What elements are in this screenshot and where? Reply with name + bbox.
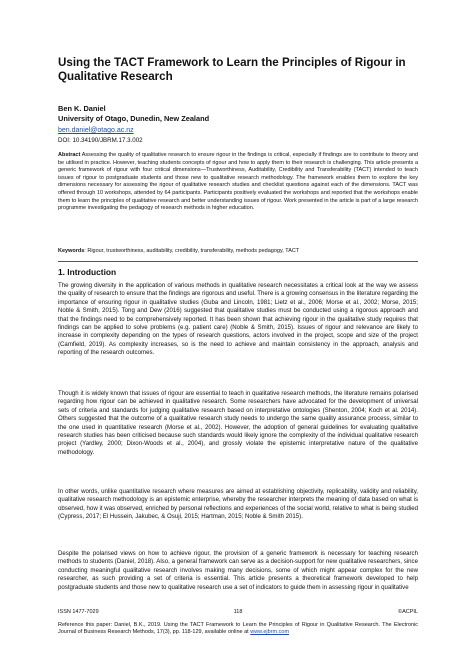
body-paragraph: Though it is widely known that issues of rigour are essential to teach in qualitative research methods, the literature remains polarised regarding how rigour can be achieved in qualitative research. Some researchers have advocated for the development of universal sets of criteria and standards for judging qualitative research based on interpretative ontologies (Shenton, 2004; Koch et al. 2014). Others suggested that the outcome of a qualitative research study needs to undergo the same quality assurance process, similar to the one used in quantitative research (Morse et al., 2002). However, the adoption of general guidelines for evaluating qualitative research studies has been criticised because such standards would likely ignore the complexity of the individual qualitative research project (Yardley, 2000; Dixon-Woods et al., 2004), and grossly violate the epistemic interpretative nature of the qualitative methodology. [58, 390, 418, 456]
reference-text: Reference this paper: Daniel, B.K., 2019. Using the TACT Framework to Learn the Principles of Rigour in Qualitative Research. The Electronic Journal of Business Research Methods, 17(3), pp. 118-129, available online at [58, 622, 418, 636]
paper-title: Using the TACT Framework to Learn the Principles of Rigour in Qualitative Research [58, 56, 406, 83]
abstract-text: Assessing the quality of qualitative research to ensure rigour in the findings is critical, especially if findings are to contribute to theory and be utilised in practice. However, teaching students concepts of rigour and how to apply them to their research is challenging. This article presents a generic framework of rigour with four critical dimensions—Trustworthiness, Auditability, Credibility and Transferability (TACT) intended to teach issues of rigour to postgraduate students and those new to qualitative research methodology. The framework enables them to explore the key dimensions necessary for assessing the rigour of qualitative research studies and checklist questions against each of the dimensions. TACT was offered through 10 workshops, attended by 64 participants. Participants positively evaluated the workshops and reported that the workshops enable them to learn the principles of qualitative research and better understanding issues of rigour. Work presented in the article is part of a large research programme investigating the pedagogy of research methods in higher education. [58, 152, 418, 212]
author-affiliation: University of Otago, Dunedin, New Zealand [58, 114, 210, 123]
footer-issn: ISSN 1477-7029 [58, 609, 99, 615]
keywords-label: Keywords [58, 248, 85, 254]
keywords-line [58, 248, 418, 256]
footer-page-number: 118 [233, 609, 243, 615]
body-paragraph: Despite the polarised views on how to achieve rigour, the provision of a generic framework is necessary for teaching research methods to students (Daniel, 2018). Also, a general framework can serve as a decision-support for new qualitative researchers, since conducting meaningful qualitative research involves making many decisions, some of which might appear complex for the new researcher, as such providing a set of criteria is essential. This article presents a theoretical framework developed to help postgraduate students and those new to qualitative research use a set of indicators to guide them in assessing rigour in qualitative [58, 550, 418, 591]
abstract-block [58, 152, 418, 213]
body-paragraph: The growing diversity in the application of various methods in qualitative research necessitates a critical look at the way we assess the quality of research to ensure that the findings are rigorous and useful. There is a growing consensus in the literature regarding the importance of ensuring rigour in qualitative studies (Guba and Lincoln, 1981; Lietz et al., 2006; Morse et al., 2002; Morse, 2015; Noble & Smith, 2015). Tong and Dew (2016) suggested that qualitative studies must be conducted using a rigorous approach and that the findings need to be comprehensively reported. It has been shown that achieving rigour in the qualitative study requires that findings can be applied to solve problems (e.g. patient care) (Noble & Smith, 2015). Issues of rigour and relevance are likely to increase in complexity depending on the types of research questions, actors involved in the project, scope and size of the project (Camfield, 2019). As complexity increases, so is the need to achieve and maintain consistency in the approach, analysis and reporting of the research outcomes. [58, 282, 418, 357]
abstract-label: Abstract [58, 152, 81, 158]
reference-note [58, 622, 418, 636]
section-divider [58, 261, 418, 262]
author-name: Ben K. Daniel [58, 104, 106, 113]
body-paragraph: In other words, unlike quantitative research where measures are aimed at establishing objectivity, replicability, validity and reliability, qualitative research methodology is an epistemic enterprise, whereby the researcher interprets the meaning of data based on what is observed, how it was observed, enriched by personal reflections and experiences of the social world, relative to what is being studied (Cypress, 2017; El Hussein, Jakubec, & Osuji, 2015; Hartman, 2015; Noble & Smith 2015). [58, 488, 418, 521]
journal-website-link[interactable]: www.ejbrm.com [250, 629, 290, 636]
doi-line: DOI: 10.34190/JBRM.17.3.002 [58, 137, 143, 144]
keywords-text: : Rigour, trustworthiness, auditability, credibility, transferability, methods pedagogy, TACT [84, 248, 300, 254]
author-email-link[interactable]: ben.daniel@otago.ac.nz [58, 127, 134, 134]
section-heading-introduction: 1. Introduction [58, 267, 117, 277]
footer-publisher: ©ACPIL [398, 609, 418, 615]
